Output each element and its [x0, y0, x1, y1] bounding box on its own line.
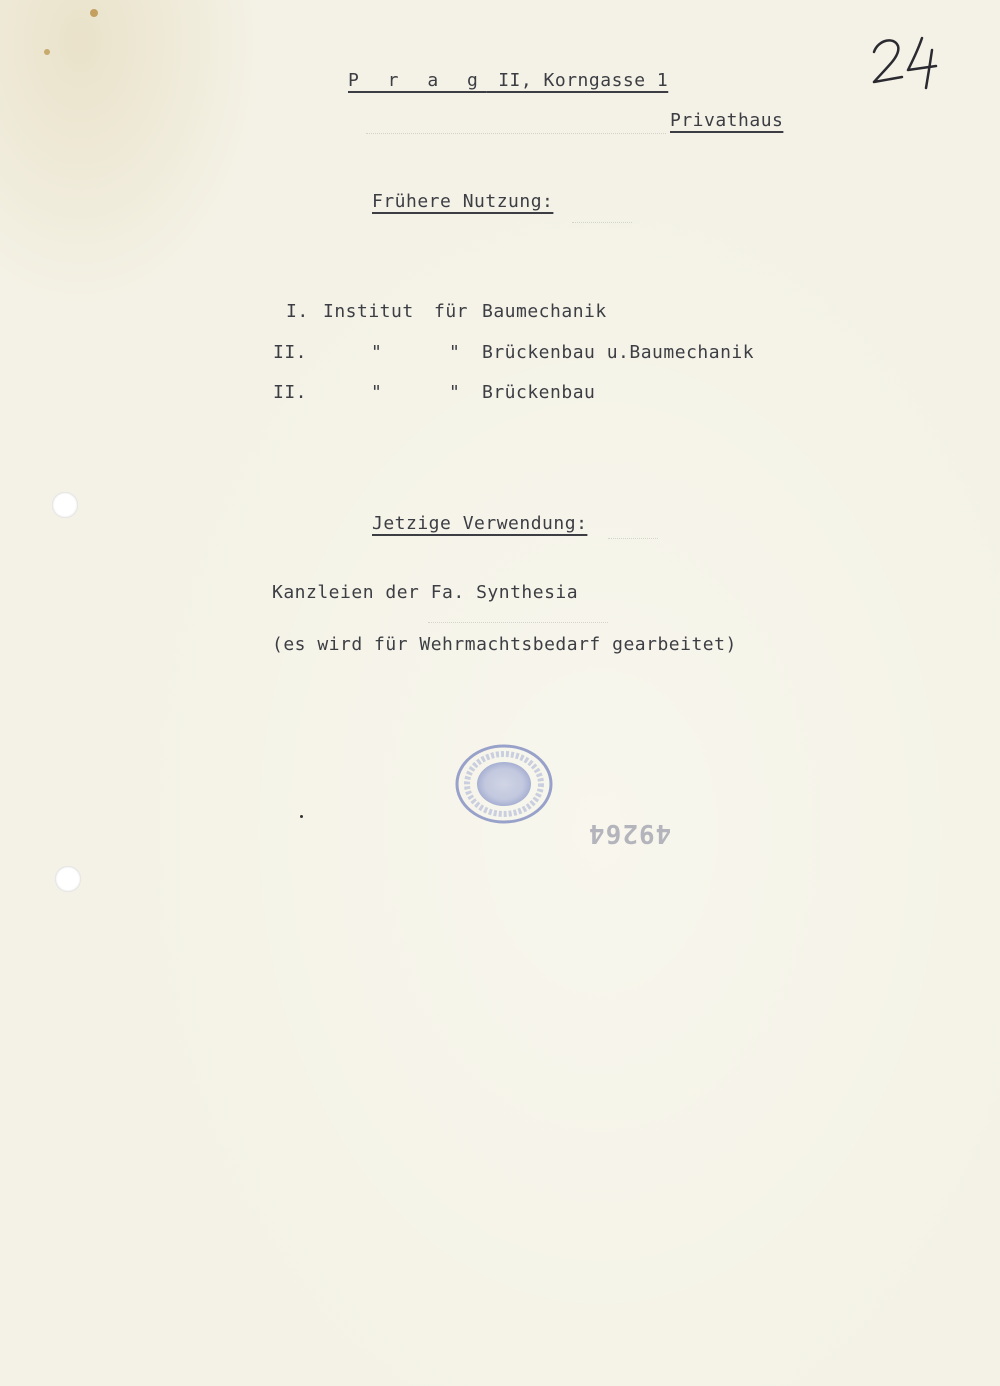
- row-col1: ": [371, 382, 383, 403]
- handwritten-folio-number: [866, 30, 946, 90]
- row-col2: ": [449, 342, 461, 363]
- current-use-heading: Jetzige Verwendung:: [372, 513, 588, 534]
- row-numeral: II.: [273, 382, 308, 403]
- stamp-number: 49264: [588, 818, 672, 848]
- row-col3: Brückenbau u.Baumechanik: [482, 342, 755, 363]
- row-col3: Brückenbau: [482, 382, 596, 403]
- address-street: II, Korngasse 1: [486, 70, 669, 91]
- faint-rule: [608, 538, 658, 539]
- address-city: P r a g: [348, 70, 487, 91]
- row-col1: Institut: [323, 301, 414, 322]
- current-use-note: (es wird für Wehrmachtsbedarf gearbeitet): [272, 634, 737, 655]
- ink-dot: [300, 815, 303, 818]
- current-use-line: Kanzleien der Fa. Synthesia: [272, 582, 579, 603]
- row-col2: ": [449, 382, 461, 403]
- row-numeral: I.: [286, 301, 309, 322]
- address-heading: [348, 70, 668, 92]
- rust-stain: [44, 49, 50, 55]
- punch-hole-bottom: [55, 866, 81, 892]
- row-numeral: II.: [273, 342, 308, 363]
- faint-rule: [572, 222, 632, 223]
- faint-rule: [428, 622, 608, 623]
- rust-stain: [90, 9, 98, 17]
- row-col2: für: [434, 301, 469, 322]
- row-col3: Baumechanik: [482, 301, 607, 322]
- row-col1: ": [371, 342, 383, 363]
- category-label: Privathaus: [670, 110, 784, 131]
- archive-stamp: [452, 742, 556, 826]
- previous-use-heading: Frühere Nutzung:: [372, 191, 554, 212]
- punch-hole-top: [52, 492, 78, 518]
- faint-rule: [366, 133, 666, 134]
